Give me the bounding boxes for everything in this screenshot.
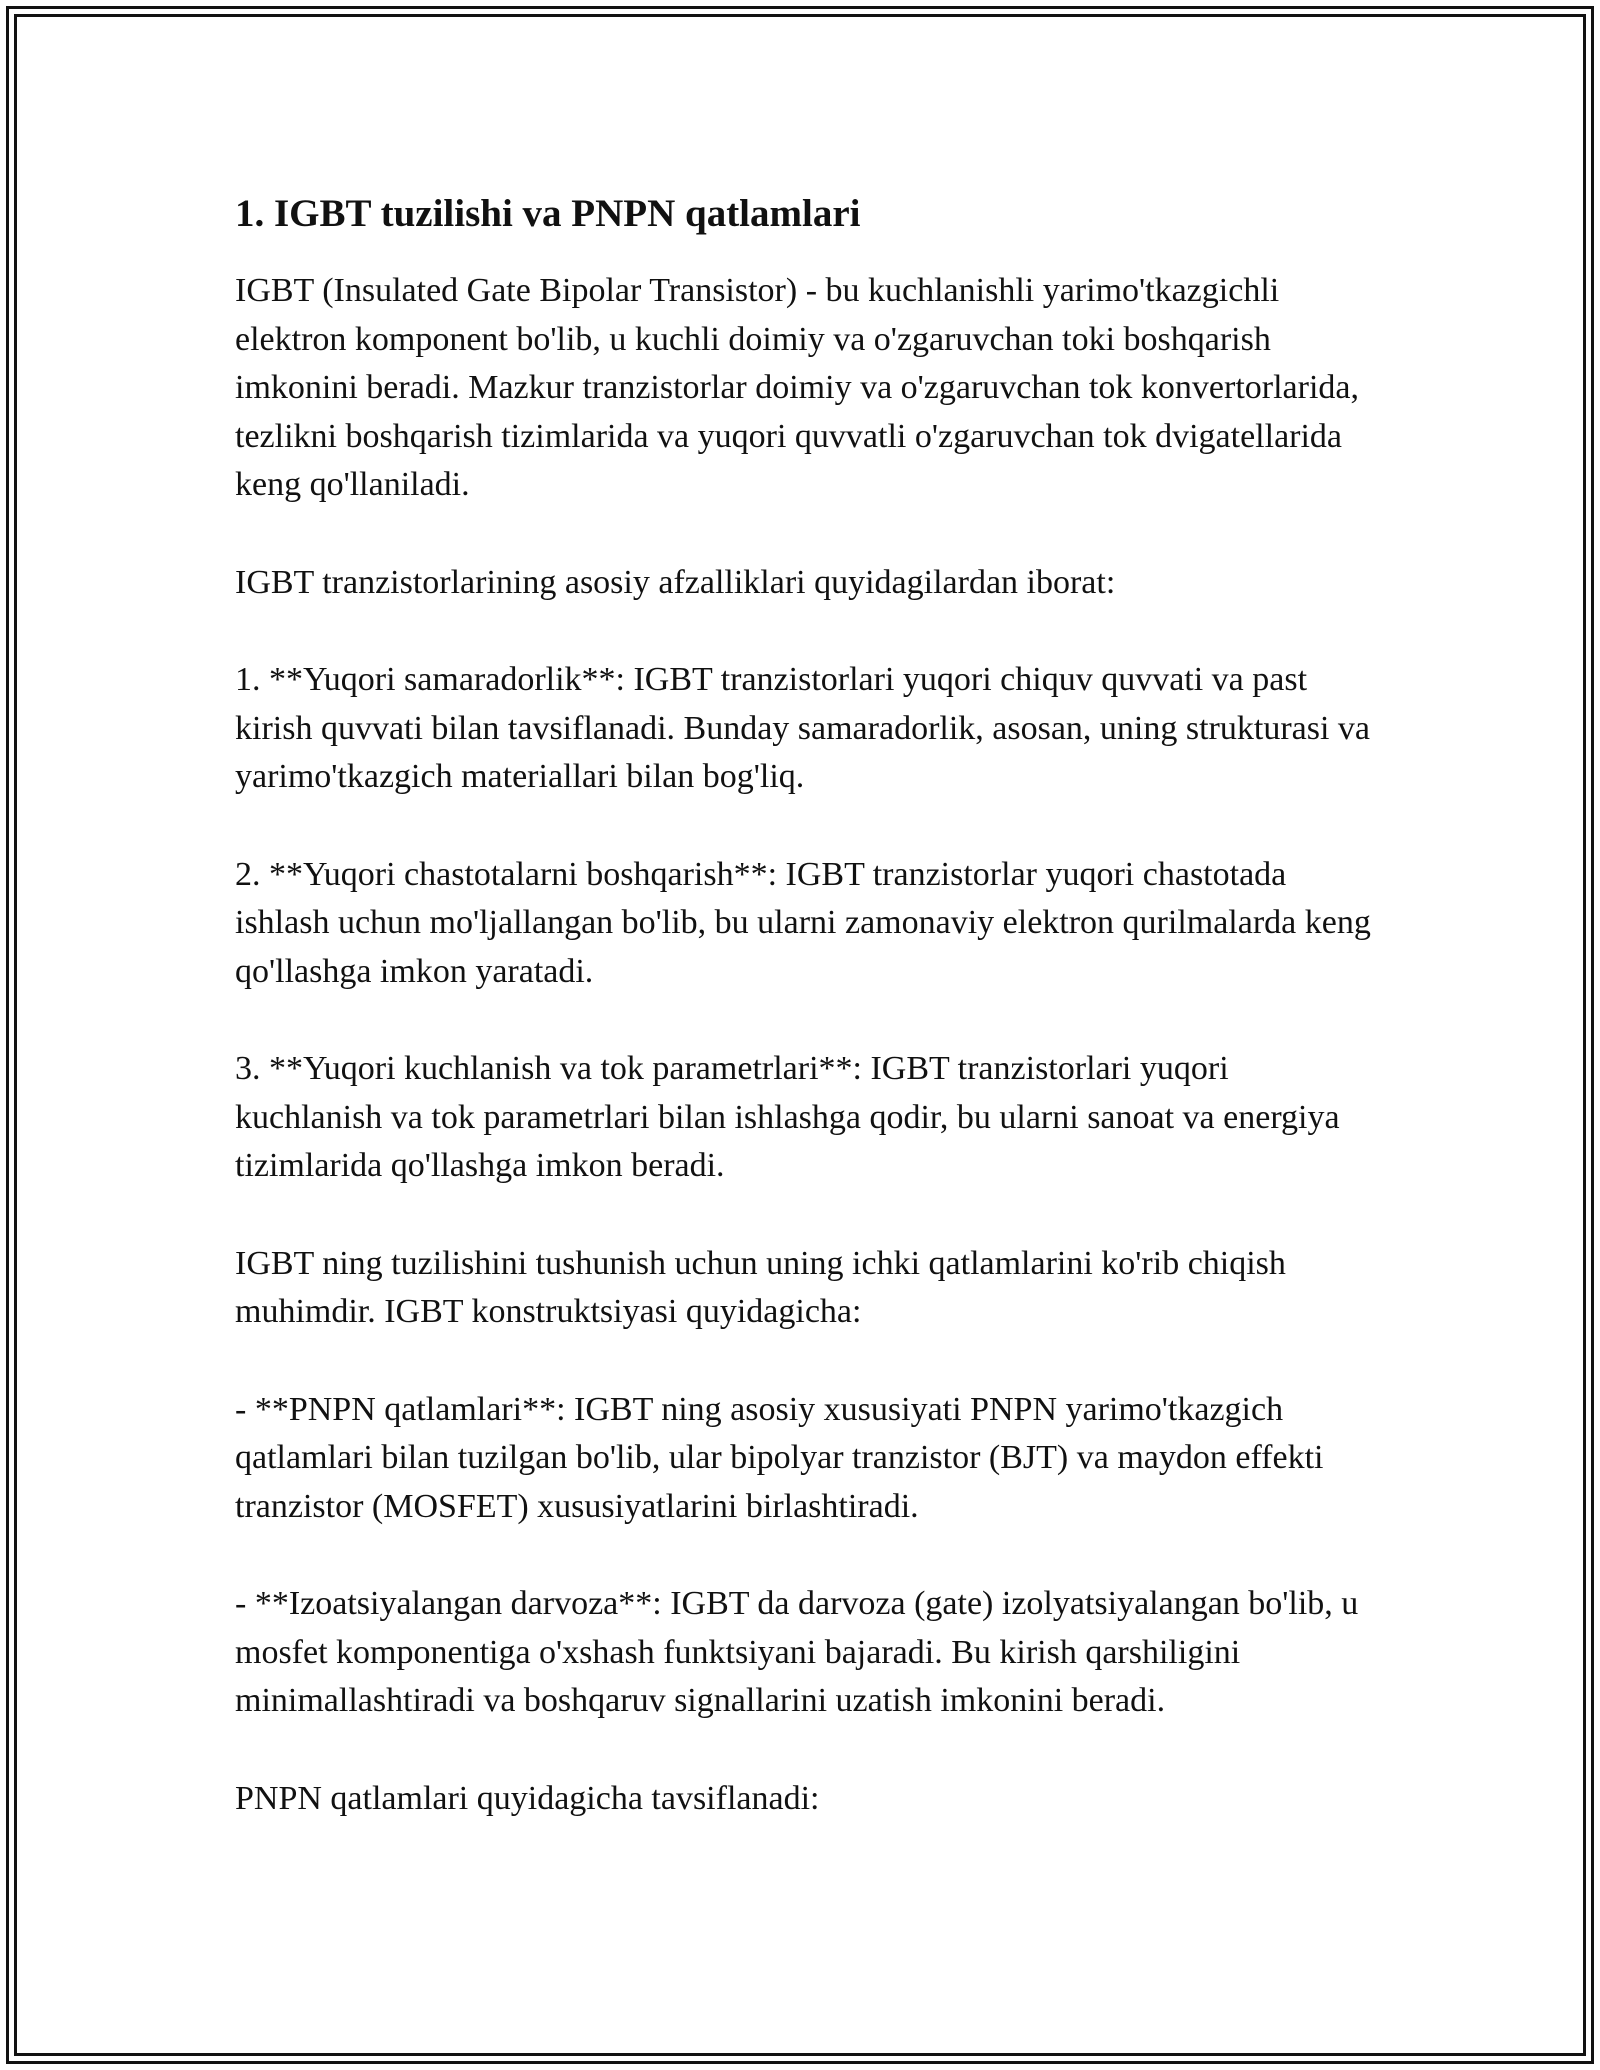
paragraph-advantages-lead: IGBT tranzistorlarining asosiy afzalliklari quyidagilardan iborat: <box>235 563 1116 601</box>
document-body <box>235 185 1375 1823</box>
list-item-efficiency: 1. **Yuqori samaradorlik**: IGBT tranzistorlari yuqori chiquv quvvati va past kirish quvvati bilan tavsiflanadi. Bunday samaradorlik, asosan, uning strukturasi va yarimo'tkazgich materiallari bilan bog'liq. <box>235 661 1370 795</box>
list-item-high-frequency: 2. **Yuqori chastotalarni boshqarish**: IGBT tranzistorlar yuqori chastotada ishlash uchun mo'ljallangan bo'lib, bu ularni zamonaviy elektron qurilmalarda keng qo'llashga imkon yaratadi. <box>235 855 1371 990</box>
paragraph-structure-lead: IGBT ning tuzilishini tushunish uchun uning ichki qatlamlarini ko'rib chiqish muhimdir. IGBT konstruktsiyasi quyidagicha: <box>235 1244 1286 1330</box>
paragraph-intro: IGBT (Insulated Gate Bipolar Transistor) - bu kuchlanishli yarimo'tkazgichli elektron komponent bo'lib, u kuchli doimiy va o'zgaruvchan toki boshqarish imkonini beradi. Mazkur tranzistorlar doimiy va o'zgaruvchan tok konvertorlarida, tezlikni boshqarish tizimlarida va yuqori quvvatli o'zgaruvchan tok dvigatellarida keng qo'llaniladi. <box>235 272 1359 503</box>
list-item-insulated-gate: - **Izoatsiyalangan darvoza**: IGBT da darvoza (gate) izolyatsiyalangan bo'lib, u mosfet komponentiga o'xshash funktsiyani bajaradi. Bu kirish qarshiligini minimallashtiradi va boshqaruv signallarini uzatish imkonini beradi. <box>235 1585 1359 1719</box>
section-heading: 1. IGBT tuzilishi va PNPN qatlamlari <box>235 192 861 235</box>
list-item-pnpn-layers: - **PNPN qatlamlari**: IGBT ning asosiy xususiyati PNPN yarimo'tkazgich qatlamlari bilan tuzilgan bo'lib, ular bipolyar tranzistor (BJT) va maydon effekti tranzistor (MOSFET) xususiyatlarini birlashtiradi. <box>235 1390 1324 1525</box>
paragraph-pnpn-lead: PNPN qatlamlari quyidagicha tavsiflanadi: <box>235 1779 820 1817</box>
list-item-voltage-current: 3. **Yuqori kuchlanish va tok parametrlari**: IGBT tranzistorlari yuqori kuchlanish va tok parametrlari bilan ishlashga qodir, bu ularni sanoat va energiya tizimlarida qo'llashga imkon beradi. <box>235 1050 1340 1184</box>
